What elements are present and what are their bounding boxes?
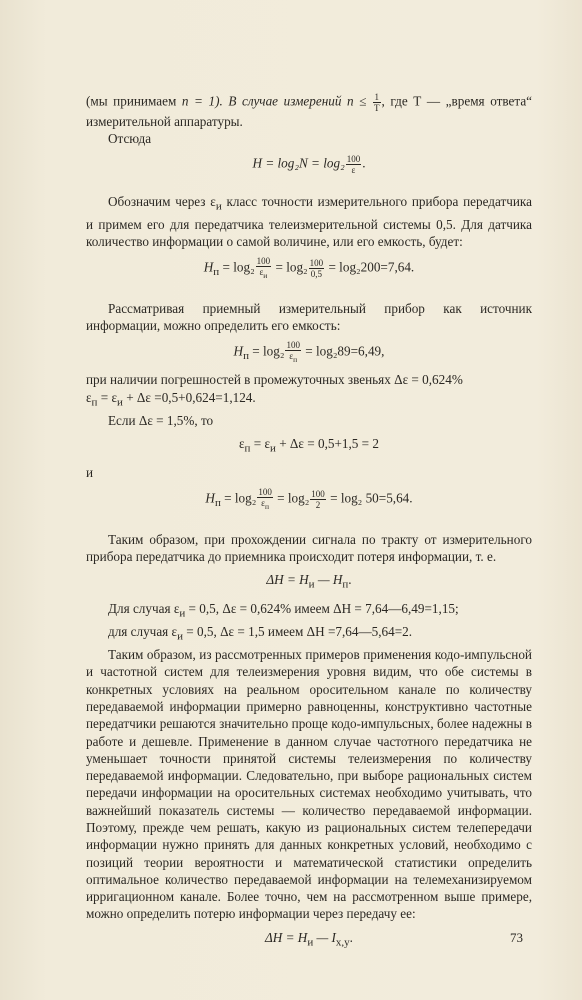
paragraph: (мы принимаем n = 1). В случае измерений n ≤ $\frac{1}{T}$ , где Т — „время ответа“ измерительной аппаратуры. — [86, 92, 533, 129]
paragraph: Для случая $\varepsilon_и = 0,5$, Δε = 0,624% имеем ΔH = 7,64—6,49=1,15; — [108, 601, 459, 620]
paragraph: Рассматривая приемный измерительный прибор как источник информации, можно определить его емкость: — [86, 300, 532, 333]
fraction: $\frac{100}{\varepsilon_п}$ — [286, 340, 300, 364]
paragraph: для случая $\varepsilon_и = 0,5$, Δε = 1,5 имеем ΔH =7,64—5,64=2. — [108, 624, 413, 643]
page-number: 73 — [510, 930, 523, 945]
paragraph: Таким образом, из рассмотренных примеров применения кодо-импульсной и частотной систем для телеизмерения уровня видим, что обе системы в конкретных условиях на реальном оросительном канале по количеству передаваемой информации примерно равноценны, конструктивно частотные передатчики решаются значительно проще кодо-импульсных, более надежны в работе и дешевле. Применение в данном случае частотного передатчика не уменьшает точности принятой системы телеизмерения по количеству передаваемой информации. Следовательно, при выборе рациональных систем передачи информации на оросительных системах необходимо учитывать, что важнейший показатель системы — количество передаваемой информации. Поэтому, прежде чем решать, какую из рациональных систем телепередачи информации нужно принять для данных конкретных условий, необходимо с позиций теории вероятности и математической статистики определить оптимальное количество передаваемой информации на телемеханизируемом ирригационном канале. Более точно, чем на рассмотренном выше примере, можно определить потерю информации через передачу ее: — [86, 647, 532, 922]
fraction: $\frac{100}{\varepsilon_и}$ — [256, 256, 271, 280]
paragraph: Если Δε = 1,5%, то — [108, 412, 214, 428]
fraction: $\frac{100}{\varepsilon_п}$ — [258, 487, 272, 512]
fraction: $\frac{1}{T}$ — [374, 92, 380, 113]
fraction: $\frac{100}{0,5}$ — [309, 258, 324, 280]
paragraph: и — [86, 464, 94, 480]
fraction: $\frac{100}{2}$ — [311, 489, 325, 511]
formula: $H_п = \log_2$ $\frac{100}{\varepsilon_п}$ = log₂ $\frac{100}{2}$ = log₂ 50=5,64. — [205, 487, 413, 512]
formula: $\Delta H = H_и$ — $I_{x,y}$. — [265, 929, 353, 949]
body-text — [86, 92, 532, 958]
paragraph: при наличии погрешностей в промежуточных звеньях Δε = 0,624% $\varepsilon_п = \varepsilon_и + \Delta\varepsilon =0,5+0,624=1,124$. — [86, 372, 463, 409]
formula: $\Delta H = H_и$ — $H_п$. — [266, 572, 352, 591]
paragraph: Отсюда — [108, 131, 152, 147]
formula: $\varepsilon_п = \varepsilon_и + \Delta\varepsilon = 0,5+1,5 = 2$ — [238, 436, 380, 455]
formula: H = log₂N = log₂ $\frac{100}{\varepsilon}$ . — [252, 153, 366, 175]
paragraph: Обозначим через $\varepsilon_и$ класс точности измерительного прибора передатчика и примем его для передатчика телеизмерительной системы 0,5. Для датчика количество информации о самой воличине, или его емкость, будет: — [86, 193, 532, 249]
formula: $H_п = \log_2$ $\frac{100}{\varepsilon_п}$ = log₂89=6,49, — [233, 340, 385, 364]
formula: $H_п = \log_2$ $\frac{100}{\varepsilon_и}$ = log₂ $\frac{100}{0,5}$ = log₂200=7,64. — [203, 256, 415, 280]
paragraph: Таким образом, при прохождении сигнала по тракту от измерительного прибора передатчика до приемника происходит потеря информации, т. е. — [86, 531, 532, 564]
fraction: $\frac{100}{\varepsilon}$ — [346, 153, 361, 175]
